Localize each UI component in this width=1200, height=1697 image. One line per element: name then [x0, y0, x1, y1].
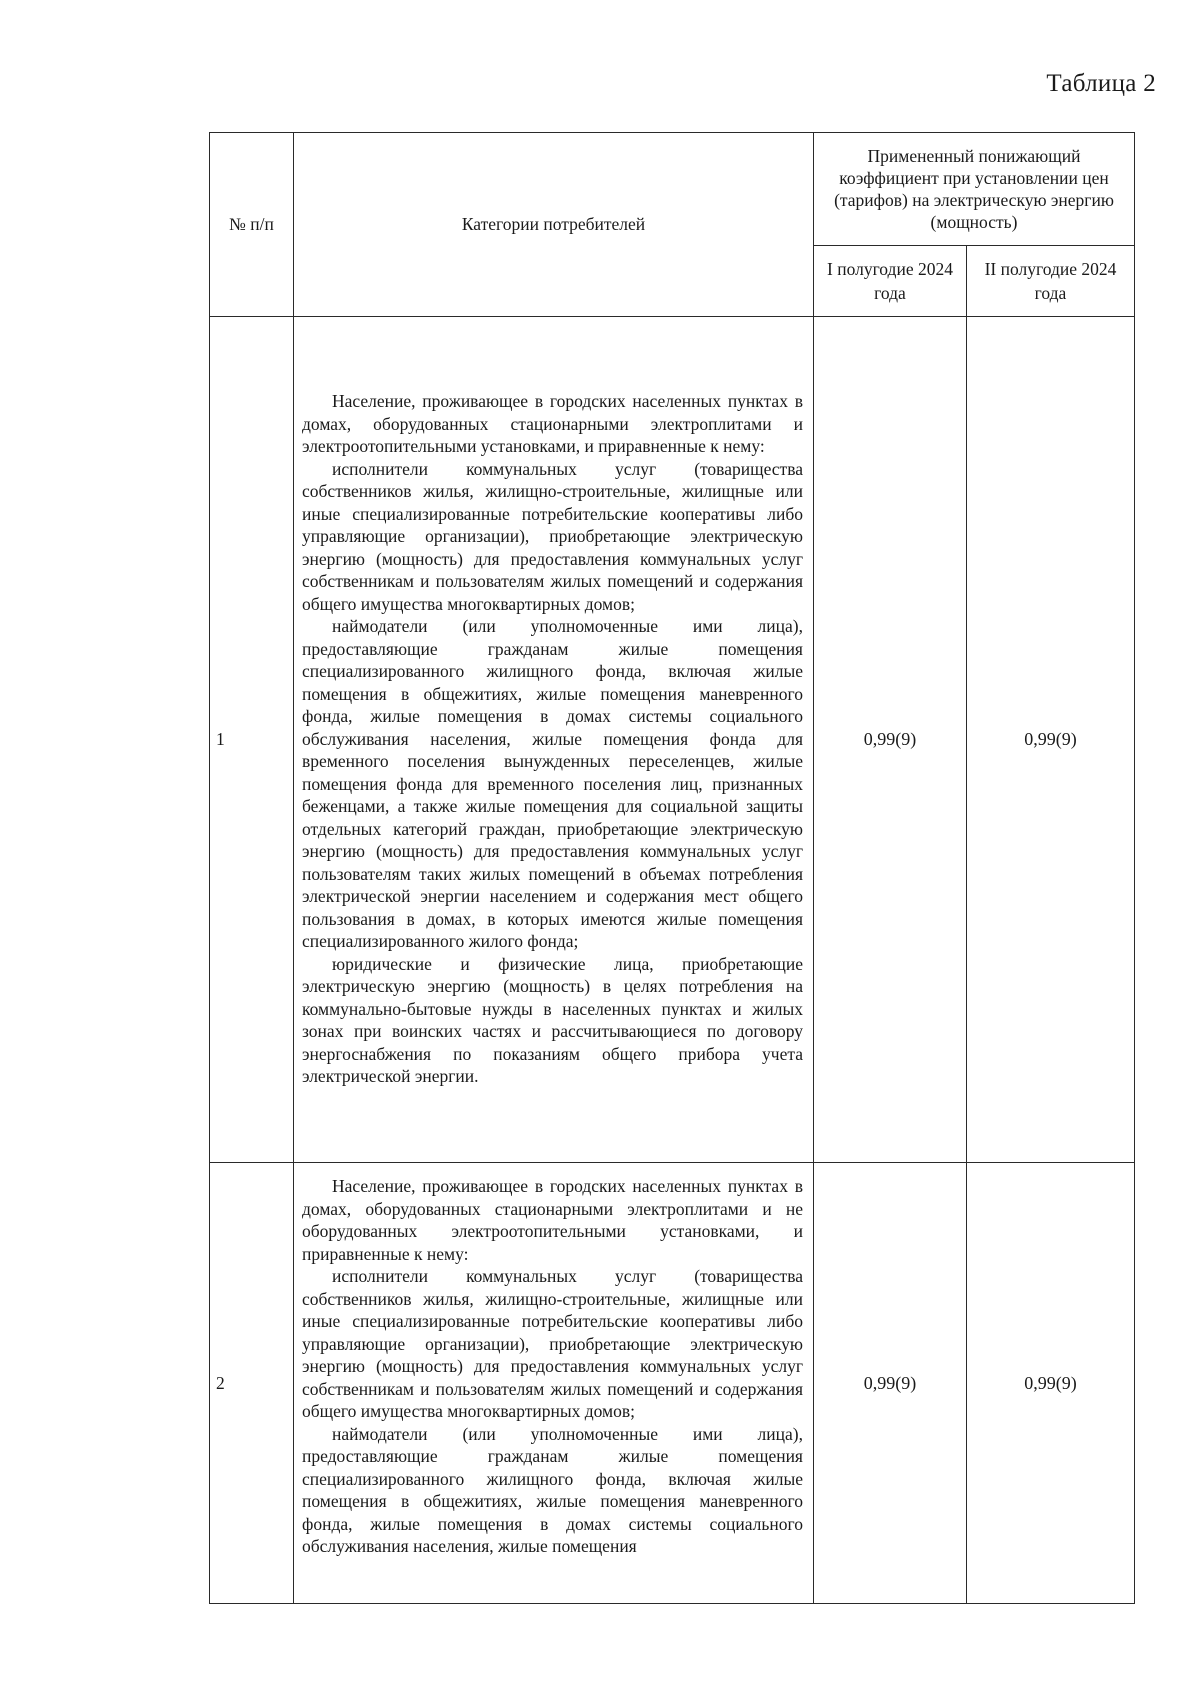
- coefficient-half1: 0,99(9): [814, 1163, 967, 1604]
- category-paragraph: наймодатели (или уполномоченные ими лица), предоставляющие гражданам жилые помещения специализированного жилищного фонда, включая жилые помещения в общежитиях, жилые помещения маневренного фонда, жилые помещения в домах системы социального обслуживания населения, жилые помещения: [302, 1423, 803, 1556]
- header-half2: II полугодие 2024 года: [967, 246, 1135, 317]
- row-number: 1: [210, 317, 294, 1163]
- header-half1: I полугодие 2024 года: [814, 246, 967, 317]
- table-row: [210, 317, 1135, 1163]
- header-row: [210, 133, 1135, 246]
- coefficient-half2: 0,99(9): [967, 1163, 1135, 1604]
- category-paragraph: исполнители коммунальных услуг (товарищества собственников жилья, жилищно-строительные, жилищные или иные специализированные потребительские кооперативы либо управляющие организации), приобретающие электрическую энергию (мощность) для предоставления коммунальных услуг собственникам и пользователям жилых помещений и содержания общего имущества многоквартирных домов;: [302, 1266, 803, 1421]
- row-category: [294, 1163, 814, 1604]
- category-paragraph: юридические и физические лица, приобретающие электрическую энергию (мощность) в целях потребления на коммунально-бытовые нужды в населенных пунктах и жилых зонах при воинских частях и рассчитывающиеся по договору энергоснабжения по показаниям общего прибора учета электрической энергии.: [302, 953, 803, 1087]
- coefficient-half1: 0,99(9): [814, 317, 967, 1163]
- category-paragraph: Население, проживающее в городских населенных пунктах в домах, оборудованных стационарными электроплитами и электроотопительными установками, и приравненные к нему:: [302, 391, 803, 457]
- table-row: [210, 1163, 1135, 1604]
- coefficient-half2: 0,99(9): [967, 317, 1135, 1163]
- row-category: [294, 317, 814, 1163]
- header-coefficient: Примененный понижающий коэффициент при установлении цен (тарифов) на электрическую энергию (мощность): [814, 133, 1135, 246]
- category-paragraph: Население, проживающее в городских населенных пунктах в домах, оборудованных стационарными электроплитами и не оборудованных электроотопительными установками, и приравненные к нему:: [302, 1176, 803, 1264]
- tariff-coefficient-table: [209, 132, 1135, 1604]
- header-category: Категории потребителей: [294, 133, 814, 317]
- header-num: № п/п: [210, 133, 294, 317]
- table-label: Таблица 2: [1046, 70, 1156, 97]
- category-paragraph: наймодатели (или уполномоченные ими лица), предоставляющие гражданам жилые помещения специализированного жилищного фонда, включая жилые помещения в общежитиях, жилые помещения маневренного фонда, жилые помещения в домах системы социального обслуживания населения, жилые помещения фонда для временного поселения вынужденных переселенцев, жилые помещения фонда для временного поселения лиц, признанных беженцами, а также жилые помещения для социальной защиты отдельных категорий граждан, приобретающие электрическую энергию (мощность) для предоставления коммунальных услуг пользователям таких жилых помещений в объемах потребления электрической энергии населением и содержания мест общего пользования в домах, в которых имеются жилые помещения специализированного жилого фонда;: [302, 616, 803, 952]
- row-number: 2: [210, 1163, 294, 1604]
- category-paragraph: исполнители коммунальных услуг (товарищества собственников жилья, жилищно-строительные, жилищные или иные специализированные потребительские кооперативы либо управляющие организации), приобретающие электрическую энергию (мощность) для предоставления коммунальных услуг собственникам и пользователям жилых помещений и содержания общего имущества многоквартирных домов;: [302, 458, 803, 614]
